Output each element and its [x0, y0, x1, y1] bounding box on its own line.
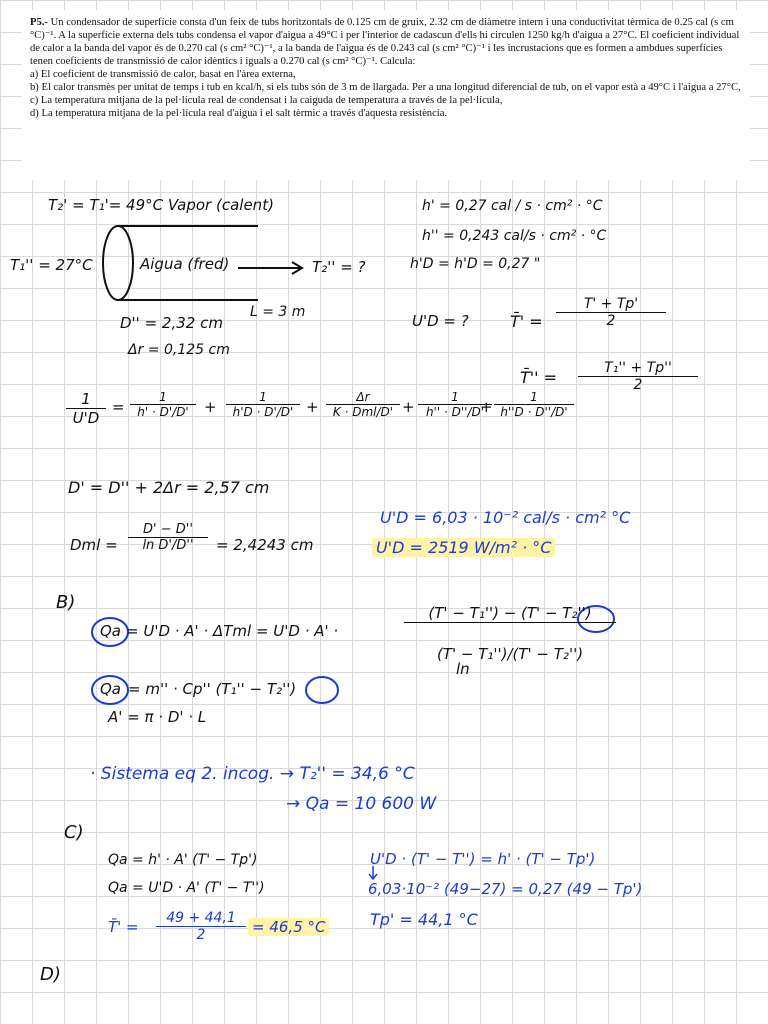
h-vapor: h' = 0,27 cal / s · cm² · °C: [422, 198, 603, 214]
vapor-condition: T₂' = T₁'= 49°C Vapor (calent): [48, 196, 274, 214]
tp-result: Tp' = 44,1 °C: [370, 910, 478, 929]
resist-term-4: $\frac{1}{h'' \cdot D''/D'}$: [418, 390, 492, 419]
resist-term-5: $\frac{1}{h''D \cdot D''/D'}$: [494, 390, 574, 419]
lmtd-fraction: $\frac{\text{(T' − T₁'') − (T' − T₂'')}}{\text{(T' − T₁'')/(T' − T₂'')}}$: [404, 604, 616, 663]
qa-symbol-1: Qa: [100, 622, 121, 640]
tbar-calc-fraction: $\frac{49 + 44,1}{2}$: [156, 910, 246, 943]
eq-sign-1: =: [112, 398, 125, 416]
tbar1-lhs: T̄' =: [510, 312, 543, 331]
qa-equation-2: = m'' · Cp'' (T₁'' − T₂''): [128, 680, 297, 698]
tbar-calc-lhs: T̄' =: [108, 918, 139, 936]
area-equation: A' = π · D' · L: [108, 708, 207, 726]
h-fouling: h'D = h'D = 0,27 ": [410, 256, 541, 272]
plus-3: +: [402, 398, 415, 416]
system-solution: · Sistema eq 2. incog. → T₂'' = 34,6 °C: [90, 764, 415, 784]
plus-1: +: [204, 398, 217, 416]
dml-result: = 2,4243 cm: [216, 536, 314, 554]
wall-thickness: Δr = 0,125 cm: [128, 342, 230, 358]
c-blue-equation-2: 6,03·10⁻² (49−27) = 0,27 (49 − Tp'): [368, 880, 643, 898]
resist-term-1: $\frac{1}{h' \cdot D'/D'}$: [130, 390, 196, 419]
resist-lhs: $\frac{1}{U'D}$: [66, 390, 106, 427]
t1-water: T₁'' = 27°C: [10, 256, 93, 274]
question-c: c) La temperatura mitjana de la pel·lícula real de condensat i la caiguda de temperatura a través de la pel·lícula,: [30, 95, 503, 106]
c-blue-equation-1: U'D · (T' − T'') = h' · (T' − Tp'): [370, 850, 596, 868]
c-equation-1: Qa = h' · A' (T' − Tp'): [108, 852, 258, 868]
problem-intro: P5.- Un condensador de superfície consta d'un feix de tubs horitzontals de 0.125 cm de gruix, 2.32 cm de diàmetre intern i una conductivitat tèrmica de 0.25 cal (s cm °C)⁻¹. A la superfície externa dels tubs condensa el vapor d'aigua a 49°C i per l'interior de cadascun d'ells hi circulen 1250 kg/h d'aigua a 27°C. El coeficient individual de calor a la banda del vapor és de 0.270 cal (s cm² °C)⁻¹, a la banda de l'aigua és de 0.243 cal (s cm² °C)⁻¹ i les incrustacions que es formen a ambdues superfícies tenen coeficients de transmissió de calor idèntics i iguals a 0.270 cal (s cm² °C)⁻¹. Calcula:: [30, 17, 740, 67]
u-result-si: U'D = 2519 W/m² · °C: [372, 538, 555, 557]
section-b-label: B): [56, 592, 76, 613]
qa-equation-1: = U'D · A' · ΔTml = U'D · A' ·: [126, 622, 339, 640]
qa-symbol-2: Qa: [100, 680, 121, 698]
dml-lhs: Dml =: [70, 536, 118, 554]
tbar2-lhs: T̄'' =: [520, 368, 558, 387]
ln-label: ln: [456, 660, 470, 678]
tube-length: L = 3 m: [250, 304, 306, 320]
resist-term-3: Δr K · Dml/D': [326, 390, 400, 419]
u-result-cal: U'D = 6,03 · 10⁻² cal/s · cm² °C: [380, 508, 631, 527]
plus-4: +: [480, 398, 493, 416]
tbar2-fraction: $\frac{\text{T₁'' + Tp''}}{2}$: [578, 360, 698, 393]
dml-fraction: $\frac{D' - D''}{\text{ln D'/D''}}$: [128, 522, 208, 553]
plus-2: +: [306, 398, 319, 416]
t2-unknown: T₂'' = ?: [312, 258, 366, 276]
section-c-label: C): [64, 822, 84, 843]
u-unknown: U'D = ?: [412, 312, 469, 330]
tbar1-fraction: $\frac{T' + Tp'}{2}$: [556, 296, 666, 329]
question-b: b) El calor transmès per unitat de temps i tub en kcal/h, si els tubs són de 3 m de llargada. Per a una longitud diferencial de tub, on el vapor està a 49°C i l'aigua a 27°C,: [30, 82, 741, 93]
tbar-calc-result: = 46,5 °C: [248, 918, 329, 936]
c-equation-2: Qa = U'D · A' (T' − T''): [108, 880, 265, 896]
question-d: d) La temperatura mitjana de la pel·lícula real d'aigua i el salt tèrmic a través d'aquesta resistència.: [30, 108, 448, 119]
arrow-out: [238, 262, 302, 274]
water-label: Aigua (fred): [140, 255, 230, 273]
h-water: h'' = 0,243 cal/s · cm² · °C: [422, 228, 607, 244]
section-d-label: D): [40, 964, 61, 985]
qa-result: → Qa = 10 600 W: [286, 794, 437, 814]
problem-label: P5.-: [30, 17, 48, 28]
inner-diameter: D'' = 2,32 cm: [120, 314, 223, 332]
outer-diameter: D' = D'' + 2Δr = 2,57 cm: [68, 478, 270, 497]
question-a: a) El coeficient de transmissió de calor, basat en l'àrea externa,: [30, 69, 296, 80]
resist-term-2: $\frac{1}{h'D \cdot D'/D'}$: [226, 390, 300, 419]
